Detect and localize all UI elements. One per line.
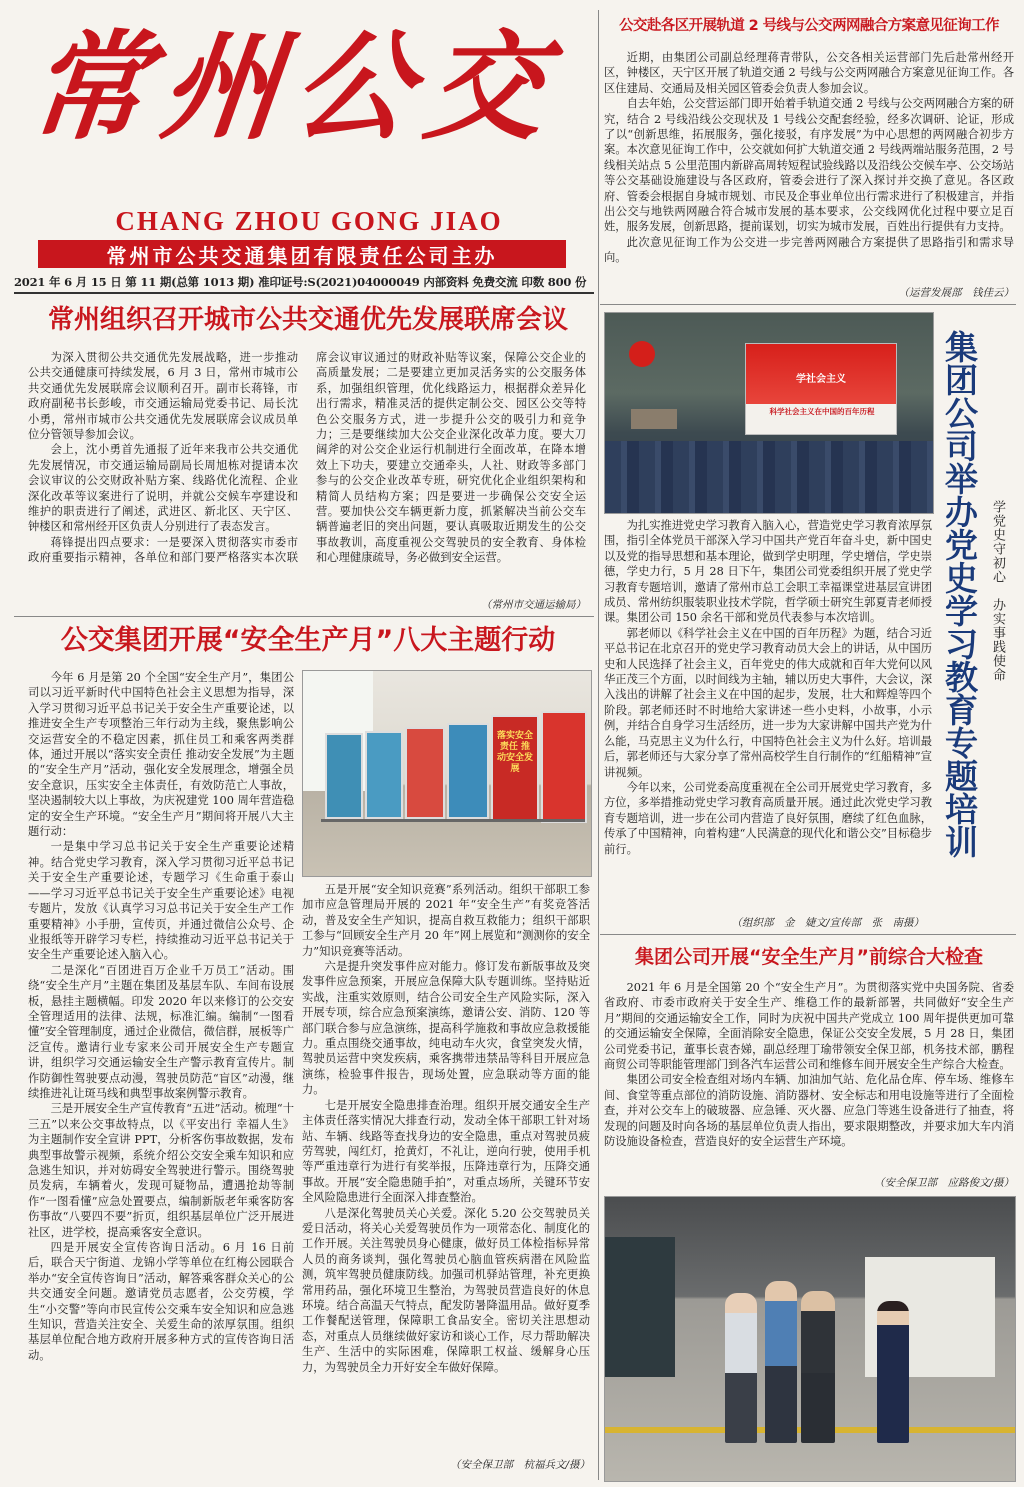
art5-para: 集团公司安全检查组对场内车辆、加油加气站、危化品仓库、停车场、维修车间、食堂等重点部位的消防设施、消防器材、安全标志和用电设施等进行了全面检查，并对公交车上的破玻器、应急锤、灭火器、应急门等逃生设备进行了抽查，将发现的问题及时向各场的基层单位负责人指出，要求限期整改，并要求加大车内消防设施设备检查，营造良好的安全运营生产环境。 <box>604 1073 1014 1149</box>
art3-title: 公交赴各区开展轨道 2 号线与公交两网融合方案意见征询工作 <box>619 18 999 34</box>
art2-col2 <box>302 882 590 1452</box>
rule <box>600 934 1016 935</box>
art3-body <box>604 50 1014 290</box>
art2-credit: （安全保卫部 杭福兵文/摄） <box>449 1459 590 1471</box>
display-board <box>541 711 587 823</box>
art1-body <box>28 350 586 600</box>
masthead-calligraphy: 常州公交 <box>22 17 566 156</box>
art2-para: 一是集中学习总书记关于安全生产重要论述精神。结合党史学习教育，深入学习贯彻习近平总书记关于安全生产重要论述，专题学习《生命重于泰山——学习习近平总书记关于安全生产重要论述》电视专题片，发放《认真学习习总书记关于安全生产工作重要精神》小手册，宣传页，并通过微信公众号、企业报纸等开辟学习专栏，持续推动习近平总书记关于安全生产重要论述入脑入心。 <box>28 840 294 962</box>
art2-para: 三是开展安全生产宣传教育“五进”活动。梳理“十三五”以来公交事故特点，以《平安出行 幸福人生》为主题制作安全宣讲 PPT，分析客伤事故数据，发布典型事故警示视频，系统介绍公交安全乘车知识和应急逃生知识，并对妨碍安全驾驶进行警示。围绕驾驶员发病，车辆着火，发现可疑物品，遭遇抢劫等制作“一图看懂”应急处置要点，编制新版老年乘客防客伤事故“八要四不要”折页，组织基层单位广泛开展进社区，进学校，提高乘客安全意识。 <box>28 1102 294 1239</box>
banner-text: 落实安全责任 推动安全发展 <box>497 731 534 774</box>
art4-title: 集团公司举办党史学习教育专题培训 <box>940 330 979 858</box>
art5-title: 集团公司开展“安全生产月”前综合大检查 <box>635 946 983 968</box>
masthead <box>8 6 594 268</box>
art4-subtitle-vertical <box>986 500 1012 800</box>
machine-left <box>605 1237 675 1377</box>
art1-credit: （常州市交通运输局） <box>481 599 586 611</box>
art5-body <box>604 980 1014 1176</box>
rule <box>600 304 1016 305</box>
rule <box>14 616 594 617</box>
projection-screen <box>745 343 897 435</box>
column-divider <box>598 10 599 1480</box>
art3-para: 近期，由集团公司副总经理蒋青带队，公交各相关运营部门先后赴常州经开区，钟楼区，天宁区开展了轨道交通 2 号线与公交两网融合方案意见征询工作。各区住建局、交通局及相关园区管委会负责人参加会议。 <box>604 51 1014 95</box>
person <box>801 1291 835 1443</box>
art1-para: 会上，沈小勇首先通报了近年来我市公共交通优先发展情况，市交通运输局副局长周旭栋对提请本次会议审议的公交财政补贴方案、线路优化流程、企业深化改革等议案进行了说明，并就公交候车亭建设和维护的职责进行了阐述，武进区、新北区、天宁区、钟楼区和常州经开区负责人分别进行了表态发言。 <box>28 443 298 534</box>
art2-col1 <box>28 670 294 1470</box>
art5-credit: （安全保卫部 应路俊文/摄） <box>873 1177 1014 1189</box>
art2-para: 七是开展安全隐患排查治理。组织开展交通安全生产主体责任落实情况大排查行动，发动全体干部职工针对场站、车辆、线路等查找身边的安全隐患，重点对驾驶员疲劳驾驶，闯红灯，抢黄灯，不礼让，逆向行驶，使用手机等严重违章行为进行有奖举报，压降违章行为，压降交通事故。开展“安全隐患随手拍”，对重点场所，关键环节安全风险隐患进行全面深入排查整治。 <box>302 1098 590 1205</box>
masthead-sponsor-text: 常州市公共交通集团有限责任公司主办 <box>106 243 498 268</box>
art2-photo <box>302 670 592 877</box>
stand-rail <box>321 819 585 822</box>
person <box>725 1293 757 1443</box>
art3-para: 自去年始，公交营运部门即开始着手轨道交通 2 号线与公交两网融合方案的研究，结合 2 号线沿线公交现状及 1 号线公交配套经验，经多次调研、论证，形成了以“创新思维，拓展服务，强化接驳，有序发展”为中心思想的两网融合初步方案。本次意见征询工作中，公交就如何扩大轨道交通 2 号线两端站服务范围，2 号线相关站点 5 公里范围内新辟高周转短程试验线路以及沿线公交候车亭、公交场站等公交基础设施建设与各区政府，管委会进行了深入探讨并交换了意见。各区政府、管委会根据自身城市规划、市民及企事业单位出行需求进行了积极建言，并指出公交与地铁两网融合符合城市发展的基本要求，公交线网优化过程中要立足百姓，服务发展，创新思路，提前谋划，切实为城市发展，百姓出行提供有力支持。 <box>604 97 1014 234</box>
display-board <box>491 715 539 821</box>
art4-subtitle: 学党史守初心 办实事践使命 <box>990 500 1005 682</box>
art4-title-vertical <box>938 330 980 910</box>
issue-line: 2021 年 6 月 15 日 第 11 期(总第 1013 期) 准印证号:S(2021)04000049 内部资料 免费交流 印数 800 份 <box>14 275 587 289</box>
person <box>765 1281 797 1443</box>
art1-para: 为深入贯彻公共交通优先发展战略，进一步推动公共交通健康可持续发展，6 月 3 日，常州市城市公共交通优先发展联席会议顺利召开。副市长蒋锋，市政府副秘书长彭峻，市交通运输局党委书记、局长沈小勇，常州市城市公共交通优先发展联席会议成员单位分管领导参加会议。 <box>28 351 298 442</box>
art1-para: 蒋锋提出四点要求：一是要深入贯彻落实市委市政府重要指示精神，各单位和部门要严格落实本次联席会议审议通过的财政补贴等议案，保障公交企业的高质量发展；二是要建立更加灵活务实的公交服务体系，加强组织管理，优化线路运力，根据群众差异化出行需求，精准灵活的提供定制公交、园区公交等特色公交服务方式，进一步提升公交的吸引力和竞争力；三是要继续加大公交企业深化改革力度。要大刀阔斧的对公交企业运行机制进行全面改革，在降本增效上下功夫，要建立交通牵头，人社、财政等多部门参与的公交企业改革专班，研究优化企业组织架构和精简人员结构方案；四是要进一步确保公交安全运营。要加快公交车辆更新力度，抓紧解决当前公交车辆普遍老旧的突出问题，要认真吸取近期发生的公交事故教训，高度重视公交驾驶员的安全教育、身体检和心理健康疏导，务必做到安全运营。 <box>28 351 586 565</box>
art4-credit: （组织部 金 婕文/宣传部 张 南摄） <box>731 917 924 929</box>
art4-body <box>604 518 932 910</box>
art2-para: 六是提升突发事件应对能力。修订发布新版事故及突发事件应急预案，开展应急保障大队专题训练。坚持贴近实战，注重实效原则，结合公司安全生产风险实际，深入开展专项，综合应急预案演练，邀请公安、消防、120 等部门联合参与应急演练，提高科学施救和事故应急救援能力。重点围绕交通事故，纯电动车火灾，食堂突发火情，驾驶员运营中突发疾病，乘客携带违禁品等科目开展应急演练，检验事件报告，现场处置，应急联动等方面的能力。 <box>302 960 590 1097</box>
masthead-sponsor <box>38 240 566 268</box>
issue-rule <box>14 292 594 294</box>
art4-para: 为扎实推进党史学习教育入脑入心，营造党史学习教育浓厚氛围，指引全体党员干部深入学习中国共产党百年奋斗史，新中国史以及党的指导思想和基本理论，做到学史明理，学史增信，学史崇德，学史力行，5 月 28 日下午，集团公司党委组织开展了党史学习教育专题培训，邀请了常州市总工会职工幸福课堂进基层宣讲团成员、常州纺织服装职业技术学院，哲学硕士研究生郭夏青老师授课。集团公司 150 余名干部和党员代表参与本次培训。 <box>604 519 932 625</box>
display-board <box>405 727 445 819</box>
party-emblem <box>629 341 655 367</box>
podium <box>631 409 677 429</box>
art5-photo <box>604 1196 1016 1482</box>
person <box>877 1301 909 1443</box>
art2-para: 二是深化“百团进百万企业千万员工”活动。围绕“安全生产月”主题在集团及基层车队、车间布设展板，悬挂主题横幅。印发 2020 年以来修订的公交安全管理适用的法律、法规，标准汇编。编制“一图看懂”安全管理制度，通过企业微信，微信群，展板等广泛宣传。邀请行业专家来公司开展安全生产专题宣讲，组织学习交通运输安全生产警示教育宣传片。制作防御性驾驶要点动漫，驾驶员防范“盲区”动漫，继续推进礼让斑马线和典型事故案例警示教育。 <box>28 963 294 1100</box>
display-board <box>365 731 403 819</box>
art2-para: 今年 6 月是第 20 个全国“安全生产月”，集团公司以习近平新时代中国特色社会主义思想为指导，深入学习贯彻习近平总书记关于安全生产重要论述，以推进安全生产专项整治三年行动为主线，聚焦影响公交运营安全的不稳定因素，抓住员工和乘客两类群体，通过开展以“落实安全责任 推动安全发展”为主题的“安全生产月”活动，强化安全发展理念，增强全员安全意识，压实安全主体责任，有效防范亡人事故，坚决遏制较大以上事故，为庆祝建党 100 周年营造稳定的安全生产环境。“安全生产月”期间将开展八大主题行动： <box>28 671 294 839</box>
art5-para: 2021 年 6 月是全国第 20 个“安全生产月”。为贯彻落实党中央国务院、省委省政府、市委市政府关于安全生产、维稳工作的最新部署，共同做好“安全生产月”期间的交通运输安全工作，同时为庆祝中国共产党成立 100 周年提供更加可靠的交通运输安全保障，全面消除安全隐患，保证公交安全发展，5 月 28 日，集团公司党委书记，董事长袁杏娣，副总经理丁瑜带领安全保卫部，机务技术部，鹏程商贸公司等职能管理部门到各汽车运营公司和维修车间开展安全生产综合大检查。 <box>604 981 1014 1072</box>
art3-credit: （运营发展部 钱佳云） <box>898 287 1014 299</box>
audience <box>605 441 933 513</box>
display-board <box>325 733 363 819</box>
display-board <box>447 723 489 819</box>
masthead-pinyin: CHANG ZHOU GONG JIAO <box>115 206 503 236</box>
art4-photo <box>604 312 934 514</box>
art4-para: 郭老师以《科学社会主义在中国的百年历程》为题，结合习近平总书记在北京召开的党史学习教育动员大会上的讲话，从中国历史和人民选择了社会主义，百年党史的伟大成就和百年大党何以风华正茂三个方面，以时间线为主轴，辅以历史大事件，大会议，深入浅出的讲解了社会主义在中国的起步，发展，壮大和辉煌等四个阶段。郭老师还时不时地给大家讲述一些小史料，小故事，小示例，并结合自身学习生活经历，进一步为大家讲解中国共产党为什么能，马克思主义为什么行，中国特色社会主义为什么好。培训最后，郭老师还与大家分享了常州高校学生自行制作的“红船精神”宣讲视频。 <box>604 626 932 779</box>
masthead-logo <box>22 10 582 160</box>
art4-para: 今年以来，公司党委高度重视在全公司开展党史学习教育，多方位，多举措推动党史学习教育高质量开展。通过此次党史学习教育专题培训，进一步在公司内营造了良好氛围，磨续了红色血脉，传承了中国精神，向着构建“人民满意的现代化和谐公交”目标稳步前行。 <box>604 780 932 856</box>
art2-para: 四是开展安全宣传咨询日活动。6 月 16 日前后，联合天宁街道、龙锦小学等单位在红梅公园联合举办“安全宣传咨询日”活动，解答乘客群众关心的公共交通安全问题。邀请党员志愿者，公交劳模，学生“小交警”等向市民宣传公交乘车安全知识和应急逃生知识，营造关注安全、关爱生命的浓厚氛围。组织基层单位配合地方政府开展多种方式的宣传咨询日活动。 <box>28 1241 294 1362</box>
art1-title: 常州组织召开城市公共交通优先发展联席会议 <box>47 305 568 335</box>
art2-para: 八是深化驾驶员关心关爱。深化 5.20 公交驾驶员关爱日活动，将关心关爱驾驶员作为一项常态化、制度化的工作开展。关注驾驶员身心健康，做好员工体检指标异常人员的商务谈判，强化驾驶员心脑血管疾病潜在风险监测，筑牢驾驶员健康防线。加强司机驿站管理，补充更换常用药品，强化环境卫生整治，为驾驶员营造良好的休息环境。结合高温天气特点，配发防暑降温用品。做好夏季工作餐配送管理，保障职工食品安全。密切关注思想动态，对重点人员继续做好家访和谈心工作，尽力帮助解决生产、生活中的实际困难，保障职工权益、缓解身心压力，为驾驶员全力开好安全车做好保障。 <box>302 1206 590 1374</box>
art2-para: 五是开展“安全知识竞赛”系列活动。组织干部职工参加市应急管理局开展的 2021 年“安全生产”有奖竞答活动，普及安全生产知识，提高自救互救能力；组织干部职工参与“回顾安全生产月 20 年”网上展览和“测测你的安全力”知识竞赛等活动。 <box>302 883 590 958</box>
slide-title: 科学社会主义在中国的百年历程 <box>769 407 875 416</box>
slide-title-line1: 学社会主义 <box>796 374 846 385</box>
art2-title: 公交集团开展“安全生产月”八大主题行动 <box>60 625 556 656</box>
art3-para: 此次意见征询工作为公交进一步完善两网融合方案提供了思路指引和需求导向。 <box>604 235 1014 265</box>
